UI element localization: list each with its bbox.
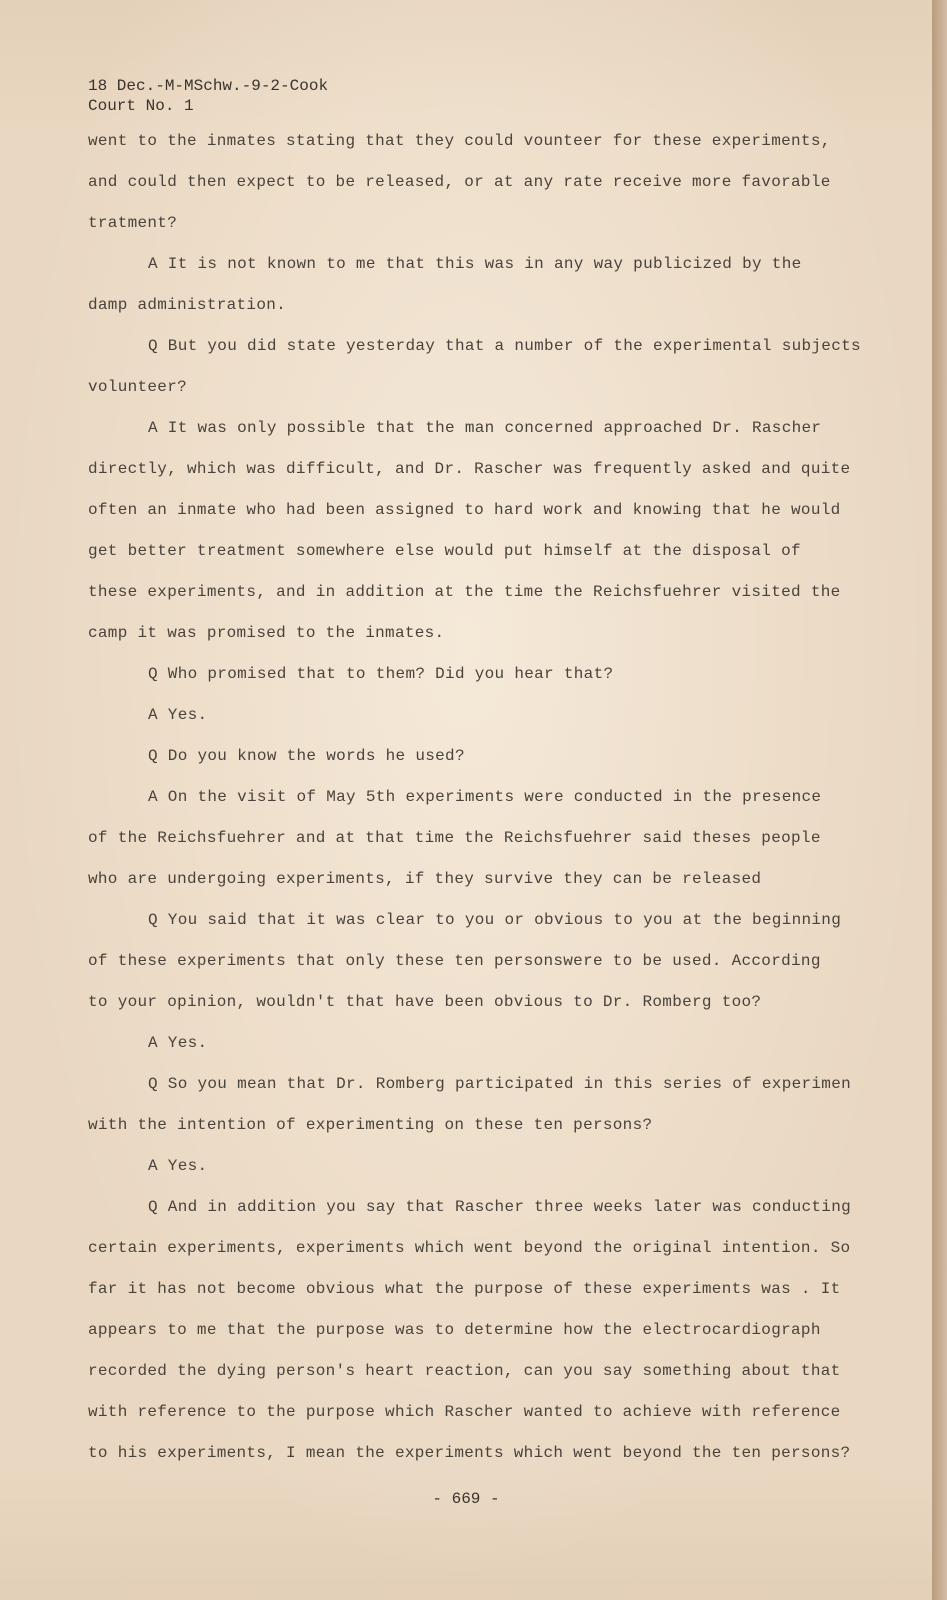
transcript-line: camp it was promised to the inmates. <box>88 624 445 642</box>
transcript-line: A It was only possible that the man concerned approached Dr. Rascher <box>148 419 822 437</box>
transcript-line: of the Reichsfuehrer and at that time the Reichsfuehrer said theses people <box>88 829 821 847</box>
transcript-line: with reference to the purpose which Rascher wanted to achieve with reference <box>88 1403 841 1421</box>
transcript-line: Q So you mean that Dr. Romberg participated in this series of experimen <box>148 1075 852 1093</box>
transcript-line: far it has not become obvious what the purpose of these experiments was . It <box>88 1280 841 1298</box>
transcript-line: Q But you did state yesterday that a number of the experimental subjects <box>148 337 861 355</box>
transcript-line: Q Who promised that to them? Did you hear that? <box>148 665 614 683</box>
transcript-line: tratment? <box>88 214 178 232</box>
transcript-line: appears to me that the purpose was to determine how the electrocardiograph <box>88 1321 821 1339</box>
transcript-line: volunteer? <box>88 378 188 396</box>
page-header <box>88 76 328 116</box>
transcript-line: and could then expect to be released, or at any rate receive more favorable <box>88 173 831 191</box>
page-edge <box>932 0 947 1600</box>
transcript-line: get better treatment somewhere else would put himself at the disposal of <box>88 542 801 560</box>
transcript-line: recorded the dying person's heart reaction, can you say something about that <box>88 1362 841 1380</box>
transcript-line: these experiments, and in addition at the time the Reichsfuehrer visited the <box>88 583 841 601</box>
transcript-line: A It is not known to me that this was in any way publicized by the <box>148 255 802 273</box>
transcript-line: of these experiments that only these ten personswere to be used. According <box>88 952 821 970</box>
transcript-line: A Yes. <box>148 1034 208 1052</box>
transcript-line: went to the inmates stating that they could vounteer for these experiments, <box>88 132 831 150</box>
transcript-line: to his experiments, I mean the experiments which went beyond the ten persons? <box>88 1444 851 1462</box>
transcript-line: A Yes. <box>148 1157 208 1175</box>
transcript-line: often an inmate who had been assigned to hard work and knowing that he would <box>88 501 841 519</box>
header-court-line: Court No. 1 <box>88 97 194 115</box>
page-number: - 669 - <box>432 1490 500 1508</box>
transcript-line: A Yes. <box>148 706 208 724</box>
transcript-line: Q And in addition you say that Rascher three weeks later was conducting <box>148 1198 852 1216</box>
transcript-line: to your opinion, wouldn't that have been obvious to Dr. Romberg too? <box>88 993 762 1011</box>
transcript-line: with the intention of experimenting on these ten persons? <box>88 1116 653 1134</box>
transcript-line: Q You said that it was clear to you or obvious to you at the beginning <box>148 911 842 929</box>
transcript-line: directly, which was difficult, and Dr. Rascher was frequently asked and quite <box>88 460 851 478</box>
header-date-line: 18 Dec.-M-MSchw.-9-2-Cook <box>88 77 329 95</box>
transcript-line: who are undergoing experiments, if they survive they can be released <box>88 870 762 888</box>
transcript-line: damp administration. <box>88 296 287 314</box>
transcript-line: Q Do you know the words he used? <box>148 747 465 765</box>
transcript-line: certain experiments, experiments which went beyond the original intention. So <box>88 1239 851 1257</box>
transcript-line: A On the visit of May 5th experiments were conducted in the presence <box>148 788 822 806</box>
